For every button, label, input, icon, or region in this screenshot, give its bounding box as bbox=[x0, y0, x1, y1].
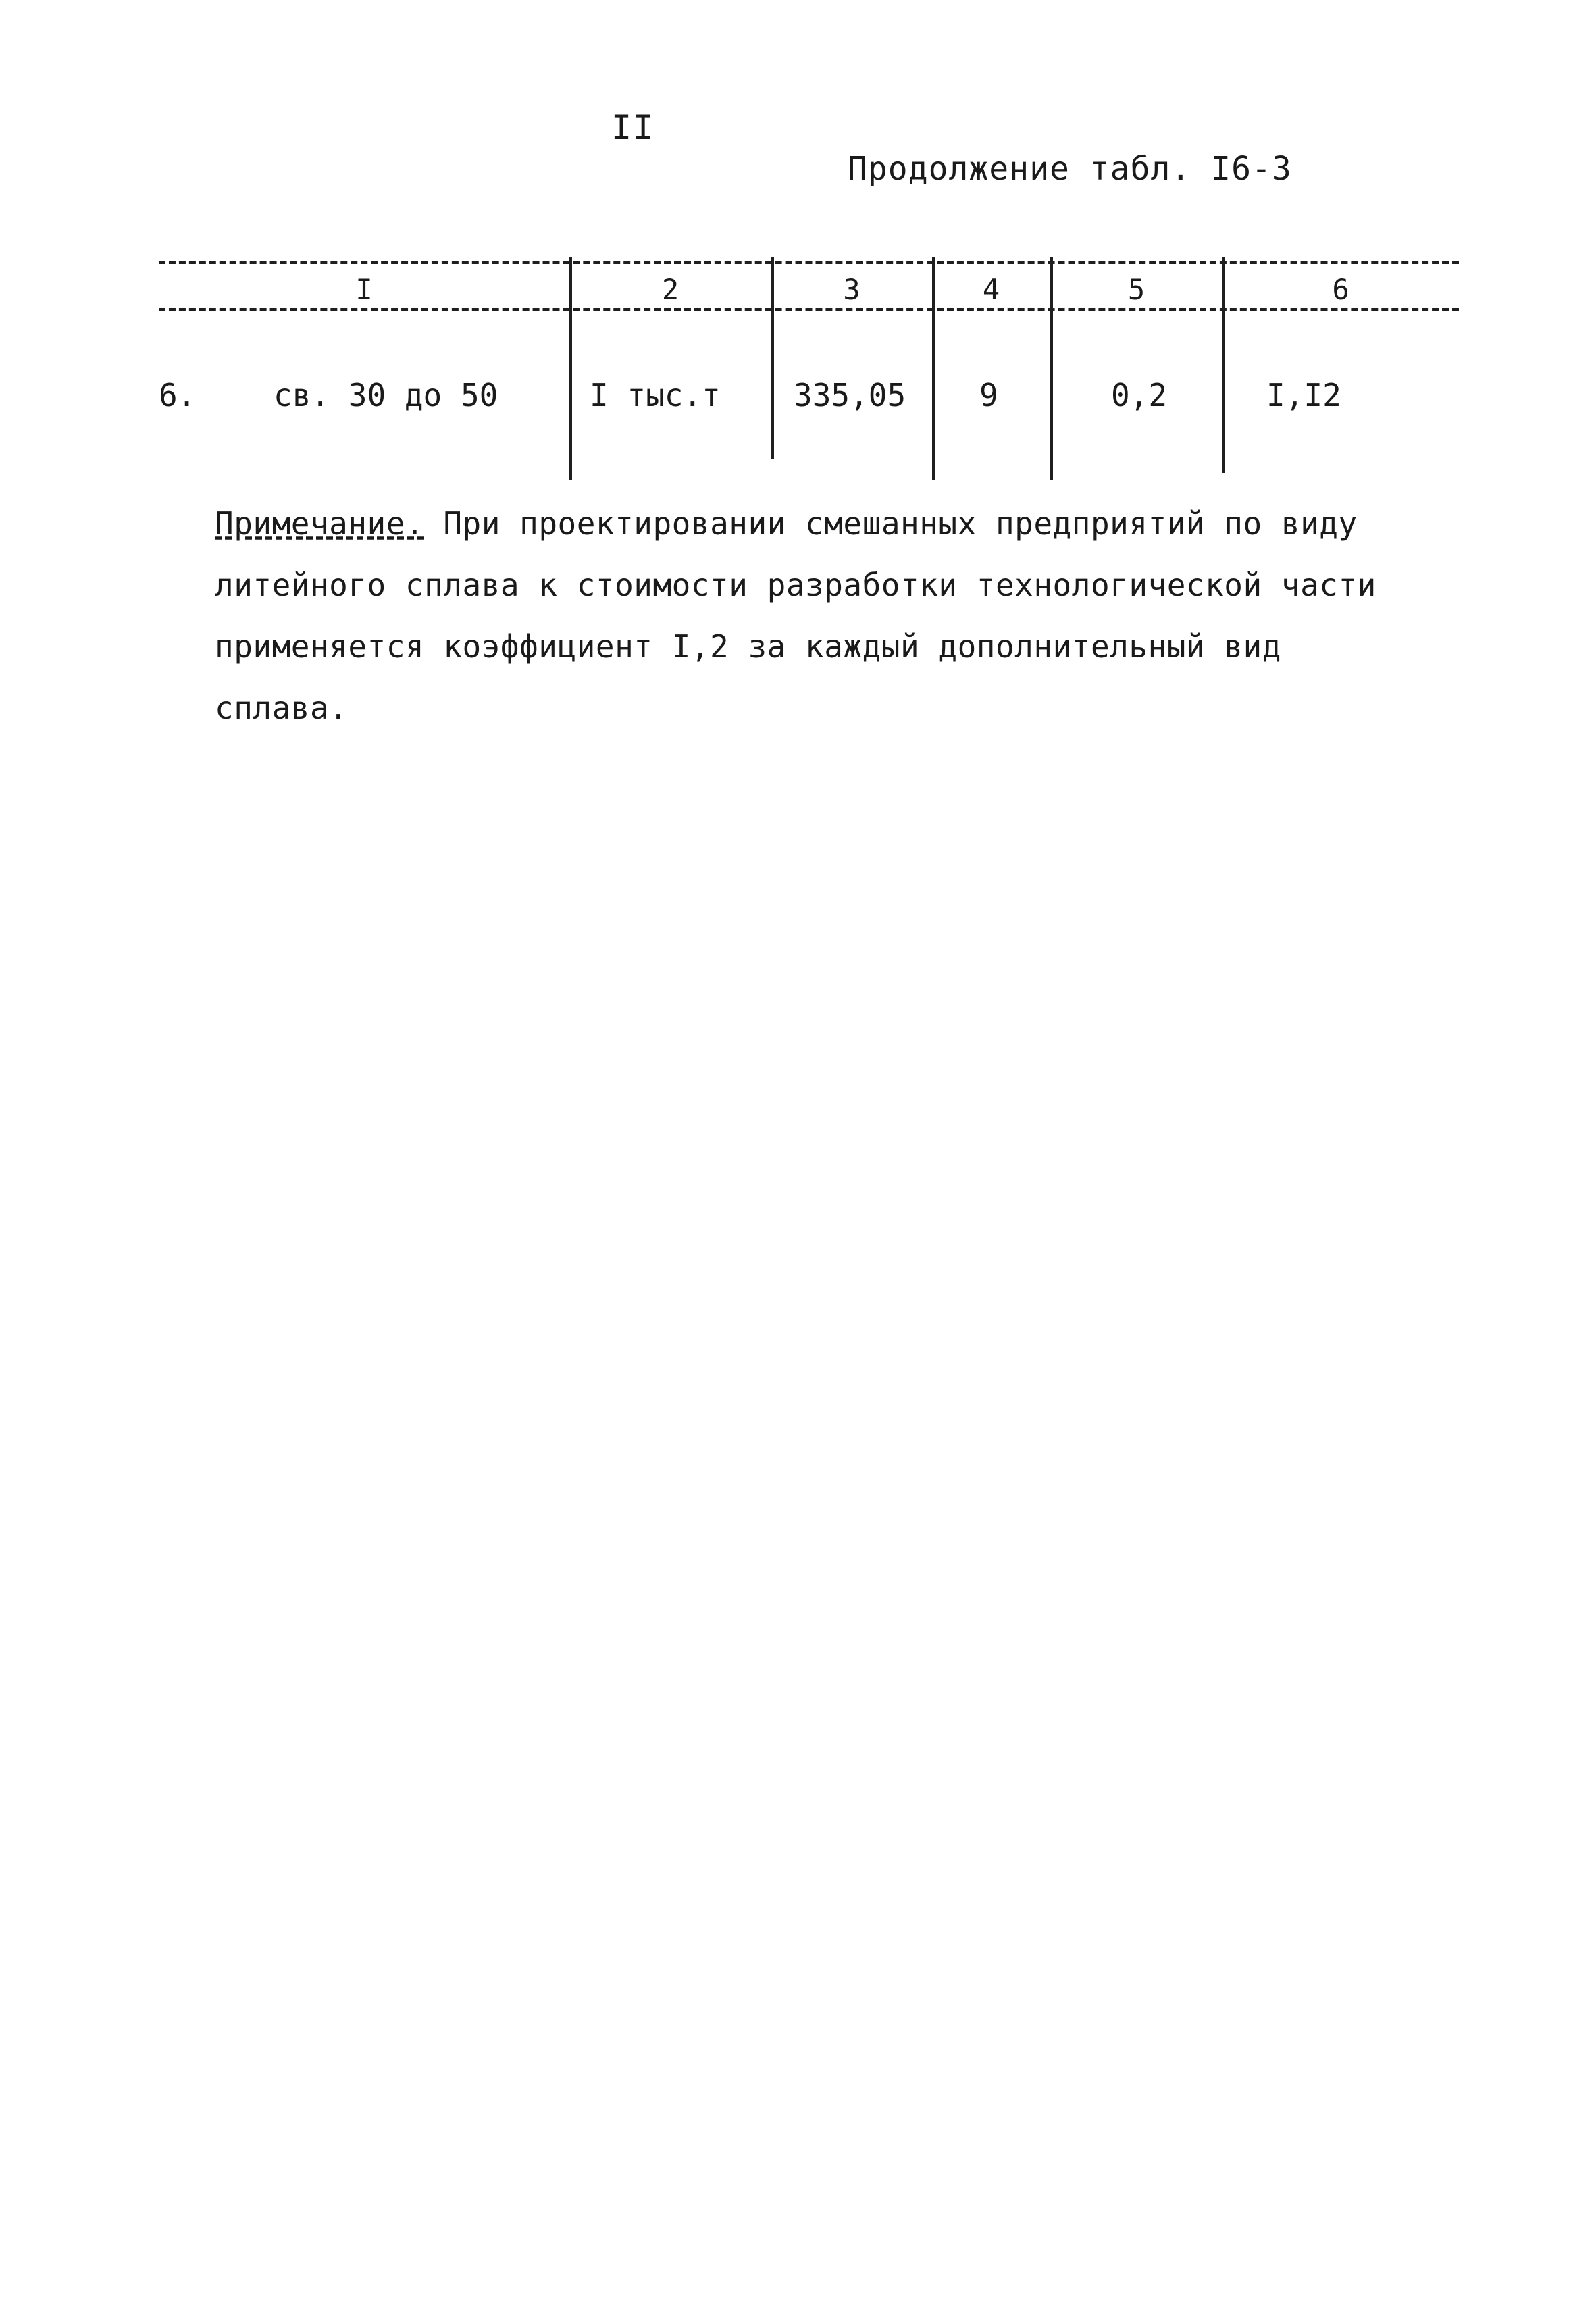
table-header-top-rule bbox=[159, 261, 1459, 264]
table-header-bottom-rule bbox=[159, 308, 1459, 311]
data-table bbox=[159, 257, 1459, 480]
table-continuation-title: Продолжение табл. I6-3 bbox=[848, 150, 1292, 188]
row-price: 335,05 bbox=[794, 377, 906, 413]
note-label: Примечание. bbox=[215, 505, 425, 542]
column-header-5: 5 bbox=[1127, 273, 1145, 306]
column-header-3: 3 bbox=[843, 273, 860, 306]
row-index: 6. bbox=[159, 377, 197, 413]
page-number: II bbox=[611, 108, 655, 147]
column-header-6: 6 bbox=[1332, 273, 1349, 306]
row-col5: 0,2 bbox=[1111, 377, 1168, 413]
row-unit: I тыс.т bbox=[590, 377, 721, 413]
row-description: св. 30 до 50 bbox=[274, 377, 498, 413]
note-text: При проектировании смешанных предприятий по виду литейного сплава к стоимости разработки технологической части применяется коэффициент I,2 за каждый дополнительный вид сплава. bbox=[215, 505, 1376, 726]
column-header-2: 2 bbox=[661, 273, 679, 306]
column-header-1: I bbox=[355, 273, 373, 306]
row-col4: 9 bbox=[979, 377, 998, 413]
column-header-4: 4 bbox=[982, 273, 1000, 306]
table-note bbox=[215, 493, 1431, 739]
row-col6: I,I2 bbox=[1266, 377, 1341, 413]
